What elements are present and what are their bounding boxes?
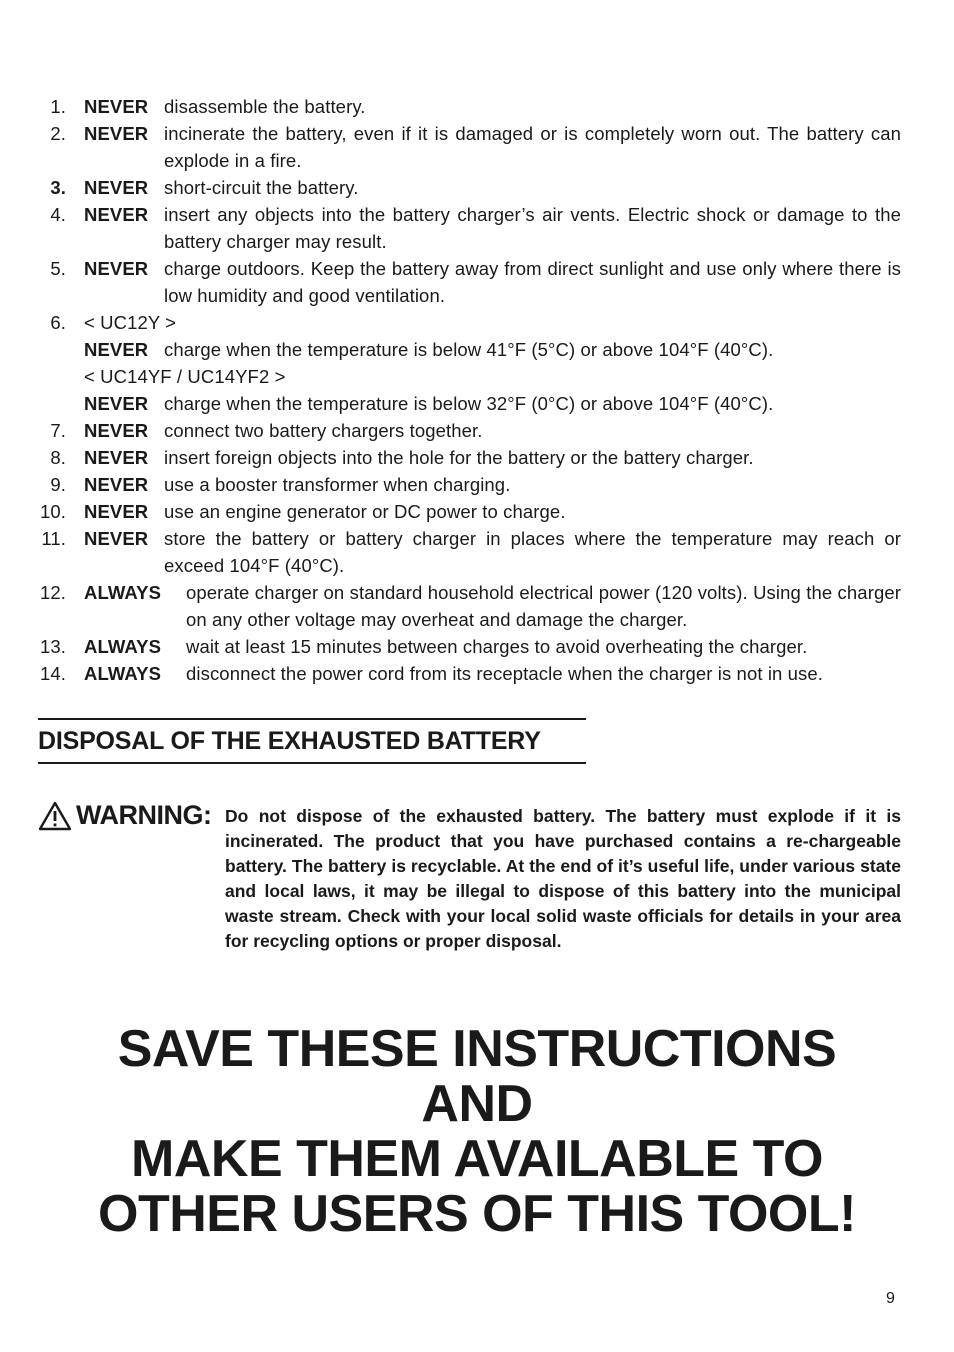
item-number: 10.: [39, 501, 66, 522]
warning-block: [38, 800, 902, 954]
item-keyword: ALWAYS: [84, 582, 162, 603]
item-text: insert any objects into the battery charger’s air vents. Electric shock or damage to the battery charger may result.: [164, 204, 901, 252]
list-item: [0, 255, 954, 309]
model-label: < UC12Y >: [84, 312, 177, 333]
list-item: [0, 201, 954, 255]
item-keyword: NEVER: [84, 420, 149, 441]
item-number: 5.: [50, 258, 66, 279]
item-text: disconnect the power cord from its receptacle when the charger is not in use.: [186, 663, 824, 684]
item-number: 6.: [50, 312, 66, 333]
list-item: [0, 525, 954, 579]
list-item: [0, 579, 954, 633]
list-item: [0, 498, 954, 525]
warning-label-text: WARNING:: [76, 800, 212, 830]
list-item: [0, 93, 954, 120]
item-keyword: ALWAYS: [84, 636, 162, 657]
list-item-sub: [0, 336, 954, 363]
item-keyword: NEVER: [84, 339, 149, 360]
disposal-section-heading: [38, 718, 586, 764]
save-instructions-banner: [0, 1022, 954, 1242]
item-text: incinerate the battery, even if it is damaged or is completely worn out. The battery can explode in a fire.: [164, 123, 901, 171]
item-text: charge outdoors. Keep the battery away from direct sunlight and use only where there is low humidity and good ventilation.: [164, 258, 901, 306]
item-number: 1.: [50, 96, 66, 117]
item-number: 14.: [39, 663, 66, 684]
item-keyword: NEVER: [84, 204, 149, 225]
item-text: use an engine generator or DC power to charge.: [164, 501, 566, 522]
item-text: store the battery or battery charger in places where the temperature may reach or exceed 104°F (40°C).: [164, 528, 901, 576]
item-number: 13.: [39, 636, 66, 657]
item-number: 9.: [50, 474, 66, 495]
list-item: [0, 174, 954, 201]
warning-text: Do not dispose of the exhausted battery. The battery must explode if it is incinerated. The product that you have purchased contains a re-chargeable battery. The battery is recyclable. At the end of it’s useful life, under various state and local laws, it may be illegal to dispose of this battery into the municipal waste stream. Check with your local solid waste officials for details in your area for recycling options or proper disposal.: [225, 806, 901, 951]
item-number: 7.: [50, 420, 66, 441]
list-item: [0, 633, 954, 660]
item-text: insert foreign objects into the hole for the battery or the battery charger.: [164, 447, 754, 468]
list-item: [0, 417, 954, 444]
model-label: < UC14YF / UC14YF2 >: [84, 366, 286, 387]
item-keyword: NEVER: [84, 501, 149, 522]
item-keyword: NEVER: [84, 393, 149, 414]
list-item-sub: [0, 390, 954, 417]
list-item: [0, 444, 954, 471]
item-keyword: NEVER: [84, 447, 149, 468]
item-number: 2.: [50, 123, 66, 144]
item-text: charge when the temperature is below 32°F (0°C) or above 104°F (40°C).: [164, 393, 774, 414]
item-keyword: ALWAYS: [84, 663, 162, 684]
safety-rules-list: [0, 93, 954, 687]
list-item-sub: [0, 363, 954, 390]
item-text: connect two battery chargers together.: [164, 420, 483, 441]
item-text: charge when the temperature is below 41°F (5°C) or above 104°F (40°C).: [164, 339, 774, 360]
item-number: 3.: [50, 177, 66, 198]
item-text: operate charger on standard household electrical power (120 volts). Using the charger on any other voltage may overheat and damage the charger.: [186, 582, 901, 630]
page-number: 9: [886, 1290, 895, 1307]
save-line-4: OTHER USERS OF THIS TOOL!: [98, 1185, 856, 1243]
list-item: [0, 660, 954, 687]
warning-triangle-icon: [38, 801, 72, 831]
save-line-1: SAVE THESE INSTRUCTIONS: [117, 1020, 837, 1078]
item-text: disassemble the battery.: [164, 96, 366, 117]
save-line-2: AND: [421, 1075, 533, 1133]
item-keyword: NEVER: [84, 258, 149, 279]
disposal-heading-text: DISPOSAL OF THE EXHAUSTED BATTERY: [38, 727, 541, 755]
item-keyword: NEVER: [84, 177, 149, 198]
item-text: short-circuit the battery.: [164, 177, 359, 198]
item-text: use a booster transformer when charging.: [164, 474, 511, 495]
item-text: wait at least 15 minutes between charges to avoid overheating the charger.: [186, 636, 808, 657]
item-keyword: NEVER: [84, 96, 149, 117]
item-keyword: NEVER: [84, 123, 149, 144]
item-number: 11.: [41, 528, 66, 549]
item-number: 12.: [39, 582, 66, 603]
list-item: [0, 309, 954, 336]
item-number: 8.: [50, 447, 66, 468]
save-line-3: MAKE THEM AVAILABLE TO: [131, 1130, 823, 1188]
list-item: [0, 471, 954, 498]
item-keyword: NEVER: [84, 528, 149, 549]
warning-label: [38, 800, 211, 831]
item-number: 4.: [50, 204, 66, 225]
item-keyword: NEVER: [84, 474, 149, 495]
list-item: [0, 120, 954, 174]
